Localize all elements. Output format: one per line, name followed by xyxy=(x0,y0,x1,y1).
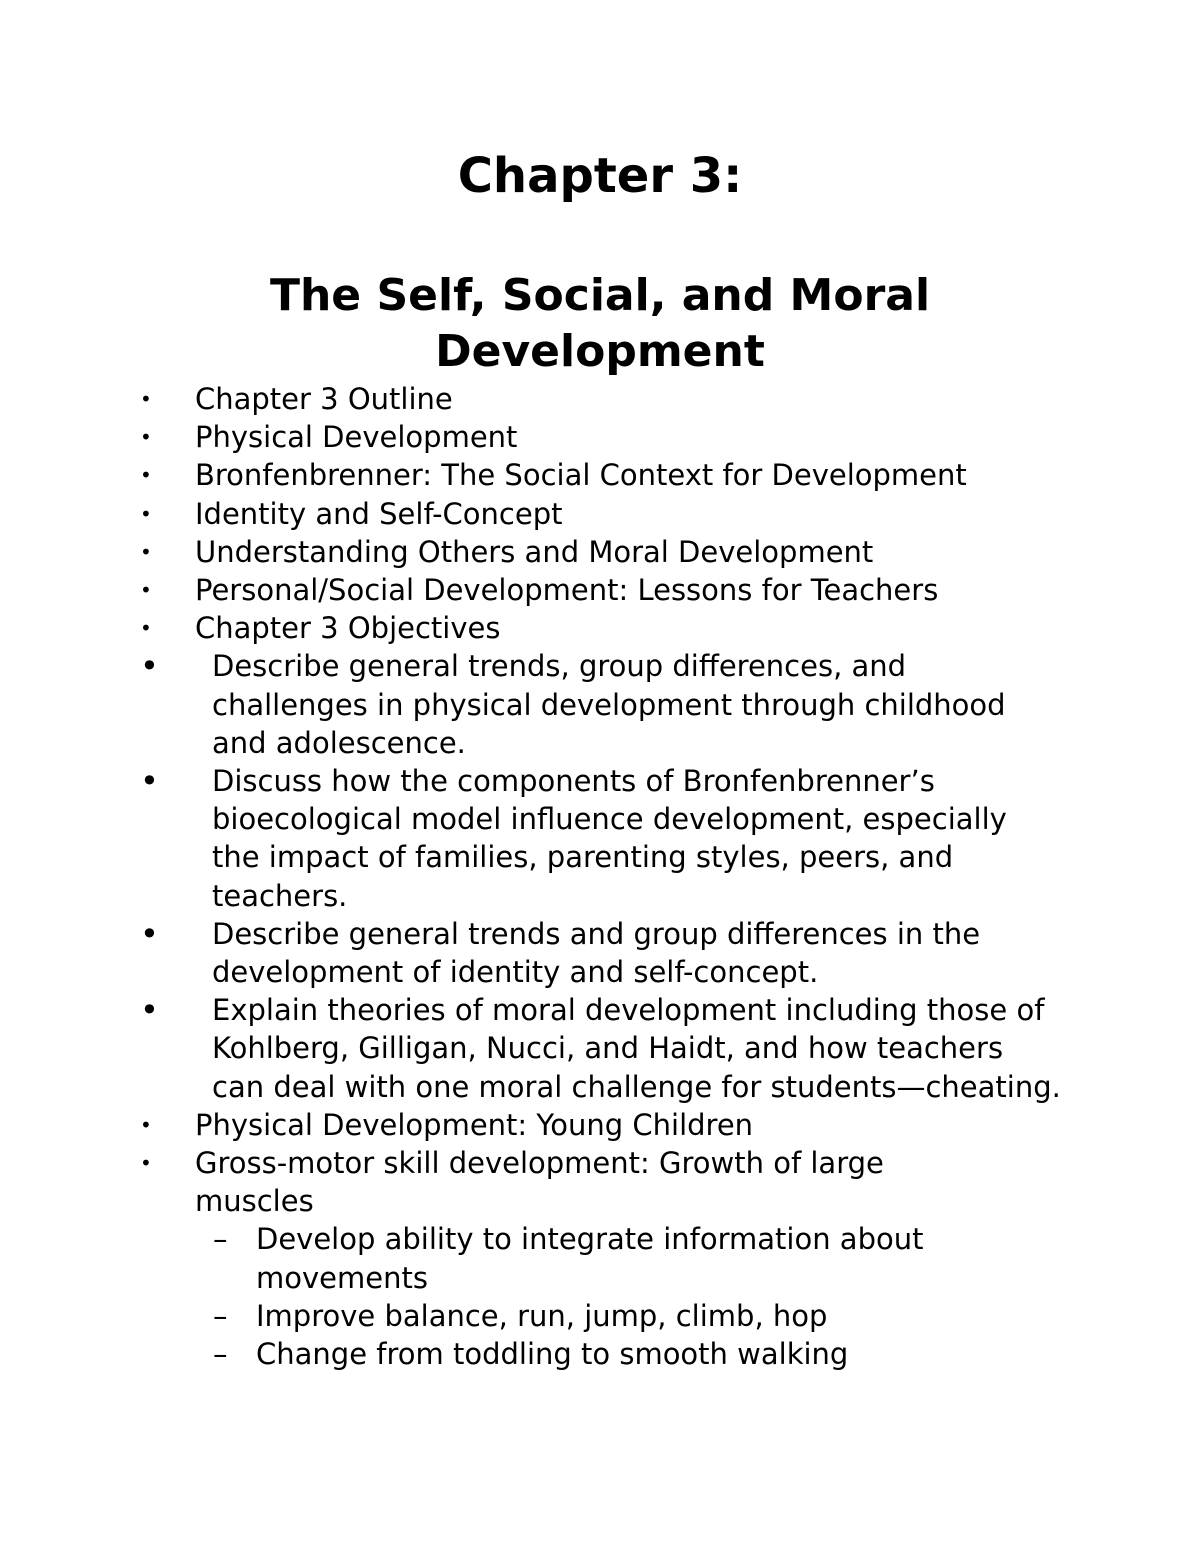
bullet-icon: • xyxy=(140,762,159,801)
chapter-heading: Chapter 3: xyxy=(457,148,743,204)
objective-item-text: Discuss how the components of Bronfenbrenner’s bioecological model influence development, especially the impact of families, parenting styles, peers, and teachers. xyxy=(212,764,1007,913)
outline-item xyxy=(0,495,1200,533)
sub-item-text: Change from toddling to smooth walking xyxy=(256,1337,849,1372)
sub-item-text: Improve balance, run, jump, climb, hop xyxy=(256,1298,828,1333)
objective-item xyxy=(0,647,1200,762)
outline-item xyxy=(0,533,1200,571)
outline-item-text: Identity and Self-Concept xyxy=(195,496,563,531)
dash-icon: – xyxy=(213,1222,228,1257)
outline-item-text: Chapter 3 Objectives xyxy=(195,611,501,646)
objective-item-text: Explain theories of moral development including those of Kohlberg, Gilligan, Nucci, and Haidt, and how teachers can deal with one moral challenge for students—cheating. xyxy=(212,993,1061,1104)
bullet-icon: • xyxy=(140,387,152,411)
objective-item-text: Describe general trends, group differences, and challenges in physical development through childhood and adolescence. xyxy=(212,649,1006,760)
bullet-icon: • xyxy=(140,425,152,450)
bullet-icon: • xyxy=(140,578,152,603)
outline-item-text: Bronfenbrenner: The Social Context for Development xyxy=(195,458,967,493)
bullet-icon: • xyxy=(140,1112,152,1137)
bullet-icon: • xyxy=(140,1151,152,1176)
outline-item-text: Personal/Social Development: Lessons for Teachers xyxy=(195,573,939,608)
sub-item xyxy=(0,1297,1200,1335)
objective-item xyxy=(0,762,1200,915)
bullet-icon: • xyxy=(140,539,152,564)
objective-item xyxy=(0,915,1200,991)
objective-item-text: Describe general trends and group differences in the development of identity and self-concept. xyxy=(212,916,981,990)
outline-item xyxy=(0,380,1200,418)
outline-item-text: Chapter 3 Outline xyxy=(195,382,453,416)
outline-item xyxy=(0,418,1200,456)
bullet-icon: • xyxy=(140,501,152,526)
sub-item-text: Develop ability to integrate information about movements xyxy=(256,1222,924,1295)
chapter-outline xyxy=(0,380,1200,1373)
bullet-icon: • xyxy=(140,914,159,953)
outline-item-text: Understanding Others and Moral Development xyxy=(195,534,874,569)
outline-item-text: Physical Development: Young Children xyxy=(195,1107,754,1142)
bullet-icon: • xyxy=(140,647,159,686)
bullet-icon: • xyxy=(140,616,152,641)
sub-item xyxy=(0,1335,1200,1373)
objective-item xyxy=(0,991,1200,1106)
outline-item xyxy=(0,456,1200,494)
outline-item xyxy=(0,571,1200,609)
chapter-title: The Self, Social, and Moral Development xyxy=(269,270,931,377)
outline-item-text: Physical Development xyxy=(195,420,518,455)
bullet-icon: • xyxy=(140,463,152,488)
dash-icon: – xyxy=(213,1337,228,1372)
sub-item xyxy=(0,1220,1200,1296)
outline-item xyxy=(0,609,1200,647)
bullet-icon: • xyxy=(140,991,159,1030)
outline-item xyxy=(0,1106,1200,1144)
dash-icon: – xyxy=(213,1298,228,1333)
outline-item-text: Gross-motor skill development: Growth of large muscles xyxy=(195,1146,884,1219)
outline-item xyxy=(0,1144,1200,1220)
